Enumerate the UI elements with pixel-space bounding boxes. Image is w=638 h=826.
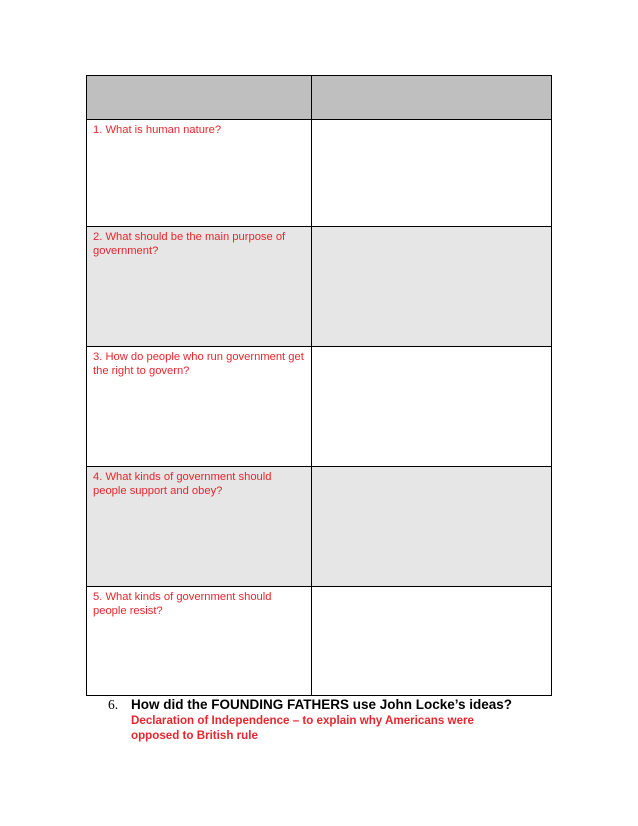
question-heading: How did the FOUNDING FATHERS use John Locke’s ideas?	[131, 697, 513, 712]
answer-cell[interactable]	[312, 120, 552, 227]
worksheet-table	[86, 75, 552, 696]
question-text: 4. What kinds of government should people support and obey?	[93, 471, 272, 497]
answer-cell[interactable]	[312, 347, 552, 467]
question-text: 5. What kinds of government should people resist?	[93, 591, 272, 617]
table-row	[87, 467, 552, 587]
follow-up-answer: Declaration of Independence – to explain why Americans were opposed to British rule	[131, 714, 474, 742]
question-text: 2. What should be the main purpose of government?	[93, 231, 286, 257]
header-cell-right	[312, 76, 552, 120]
question-cell	[87, 347, 312, 467]
question-text: 1. What is human nature?	[93, 124, 222, 136]
follow-up-question	[108, 697, 528, 713]
table-row	[87, 587, 552, 696]
question-text: 3. How do people who run government get the right to govern?	[93, 351, 304, 377]
table-row	[87, 347, 552, 467]
table-header-row	[87, 76, 552, 120]
question-cell	[87, 587, 312, 696]
answer-cell[interactable]	[312, 587, 552, 696]
question-cell	[87, 120, 312, 227]
answer-cell[interactable]	[312, 467, 552, 587]
question-cell	[87, 227, 312, 347]
table-row	[87, 227, 552, 347]
follow-up-question-block	[108, 697, 528, 743]
question-number: 6.	[108, 697, 119, 712]
question-cell	[87, 467, 312, 587]
answer-cell[interactable]	[312, 227, 552, 347]
table-row	[87, 120, 552, 227]
header-cell-left	[87, 76, 312, 120]
